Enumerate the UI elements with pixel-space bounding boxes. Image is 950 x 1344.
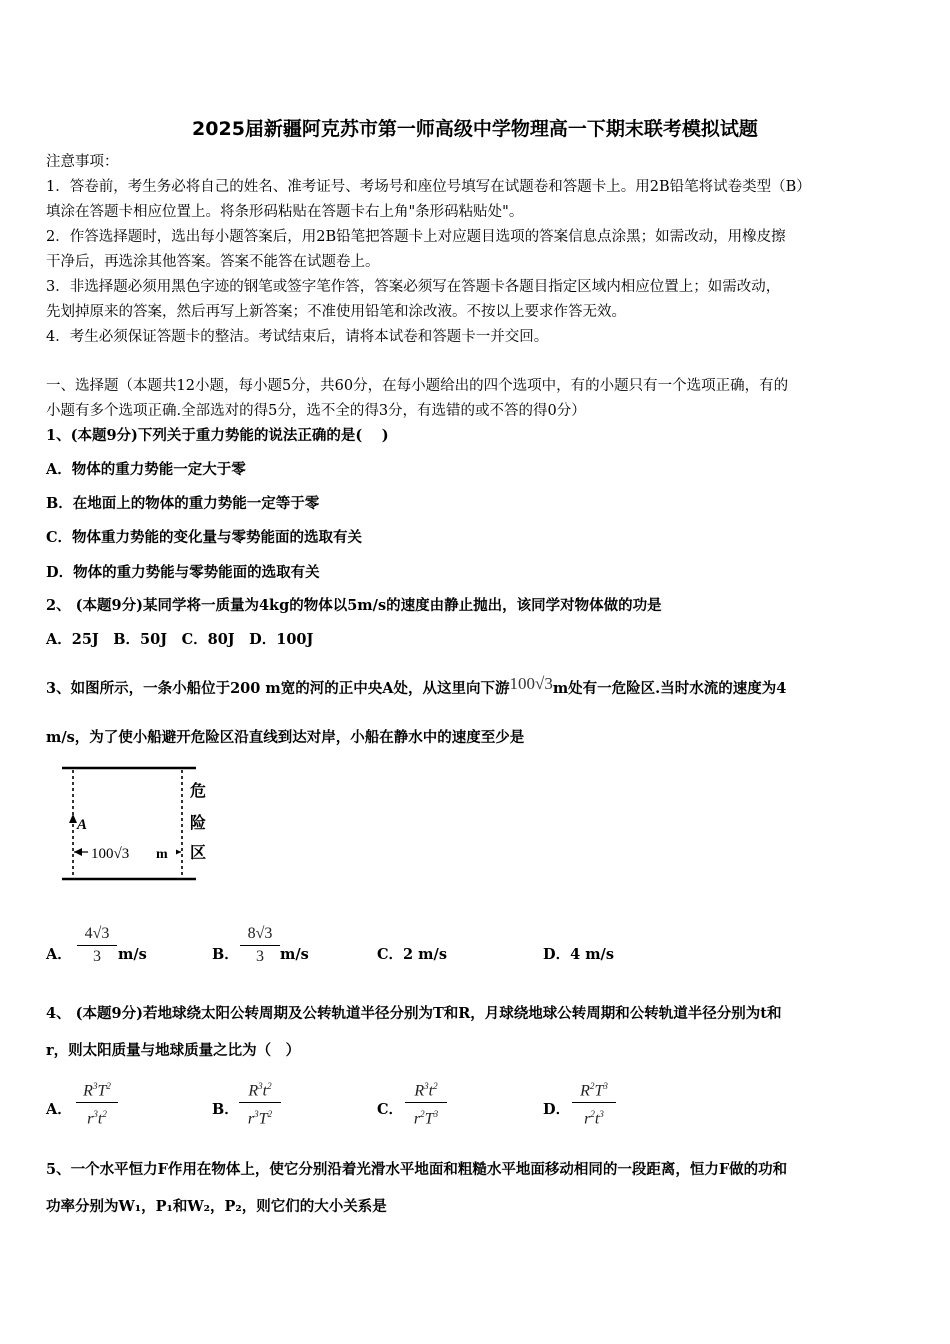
q3-stem-part: 3、如图所示，一条小船位于200 m宽的河的正中央A处，从这里向下游 [46,680,510,697]
section-heading: 一、选择题（本题共12小题，每小题5分，共60分，在每小题给出的四个选项中，有的小题只有一个选项正确，有的 [46,378,789,394]
q3-option-d: D．4 m/s [543,946,615,963]
notice-line: 2．作答选择题时，选出每小题答案后，用2B铅笔把答题卡上对应题目选项的答案信息点涂黑；如需改动，用橡皮擦 [46,229,786,245]
distance-label: 100√3 [91,846,130,862]
q4-option-d-label: D． [543,1101,571,1118]
point-a-label: A [77,817,88,833]
arrow-up-icon [69,814,77,823]
q3-stem-part: m处有一危险区.当时水流的速度为4 [552,680,787,697]
notice-line: 3．非选择题必须用黑色字迹的钢笔或签字笔作答，答案必须写在答题卡各题目指定区域内相应位置上；如需改动， [46,279,781,295]
notice-line: 1．答卷前，考生务必将自己的姓名、准考证号、考场号和座位号填写在试题卷和答题卡上。用2B铅笔将试卷类型（B） [46,179,811,195]
q4-option-a-label: A． [46,1101,72,1118]
notice-line: 填涂在答题卡相应位置上。将条形码粘贴在答题卡右上角"条形码粘贴处"。 [46,204,524,220]
fraction-numerator: 8√3 [247,925,273,942]
river-diagram [58,762,238,884]
question-3-stem-cont: m/s，为了使小船避开危险区沿直线到达对岸，小船在静水中的速度至少是 [46,729,525,746]
question-1-stem: 1、(本题9分)下列关于重力势能的说法正确的是( ) [46,427,389,444]
page-title: 2025届新疆阿克苏市第一师高级中学物理高一下期末联考模拟试题 [192,118,758,140]
q4-option-c-label: C． [377,1101,404,1118]
q4-option-a-fraction: $R^3T^2$ $r^3t^2$ [76,1076,118,1130]
notice-line: 干净后，再选涂其他答案。答案不能答在试题卷上。 [46,254,380,270]
q4-option-b-label: B． [212,1101,239,1118]
arrow-left-icon [74,848,82,856]
danger-zone-label: 区 [190,843,207,862]
danger-zone-label: 险 [190,813,207,832]
fraction-denominator: 3 [93,948,101,965]
q1-option-b: B．在地面上的物体的重力势能一定等于零 [46,495,320,512]
q1-option-a: A．物体的重力势能一定大于零 [46,461,246,478]
question-4-stem-cont: r，则太阳质量与地球质量之比为（ ） [46,1042,301,1059]
q2-options: A．25J B．50J C．80J D．100J [46,631,314,648]
q4-option-b-fraction: $R^3t^2$ $r^3T^2$ [239,1076,281,1130]
q3-option-a-unit: m/s [118,946,147,963]
question-5-stem: 5、一个水平恒力F作用在物体上，使它分别沿着光滑水平地面和粗糙水平地面移动相同的一段距离，恒力F做的功和 [46,1161,788,1178]
q3-option-b-fraction [240,924,280,967]
q3-option-b-label: B． [212,946,239,963]
q1-option-c: C．物体重力势能的变化量与零势能面的选取有关 [46,529,363,546]
question-5-stem-cont: 功率分别为W₁，P₁和W₂，P₂，则它们的大小关系是 [46,1198,387,1215]
q3-option-b-unit: m/s [280,946,309,963]
q3-option-c: C．2 m/s [377,946,447,963]
q3-option-a-label: A． [46,946,72,963]
section-heading: 小题有多个选项正确.全部选对的得5分，选不全的得3分，有选错的或不答的得0分） [46,403,586,419]
question-4-stem: 4、 (本题9分)若地球绕太阳公转周期及公转轨道半径分别为T和R，月球绕地球公转周期和公转轨道半径分别为t和 [46,1005,782,1022]
q3-option-a-fraction [77,924,117,967]
notice-line: 先划掉原来的答案，然后再写上新答案；不准使用铅笔和涂改液。不按以上要求作答无效。 [46,304,626,320]
distance-unit: m [156,847,168,862]
question-3-stem [46,674,787,699]
question-2-stem: 2、 (本题9分)某同学将一质量为4kg的物体以5m/s的速度由静止抛出，该同学对物体做的功是 [46,597,662,614]
q1-option-d: D．物体的重力势能与零势能面的选取有关 [46,564,320,581]
fraction-numerator: 4√3 [84,925,110,942]
danger-zone-label: 危 [190,781,207,800]
q4-option-d-fraction: $R^2T^3$ $r^2t^3$ [572,1076,616,1130]
notice-line: 4．考生必须保证答题卡的整洁。考试结束后，请将本试卷和答题卡一并交回。 [46,329,549,345]
q3-stem-math: 100√3 [509,674,553,693]
fraction-denominator: 3 [256,948,264,965]
q4-option-c-fraction: $R^3t^2$ $r^2T^3$ [405,1076,447,1130]
notice-heading: 注意事项： [46,154,119,170]
